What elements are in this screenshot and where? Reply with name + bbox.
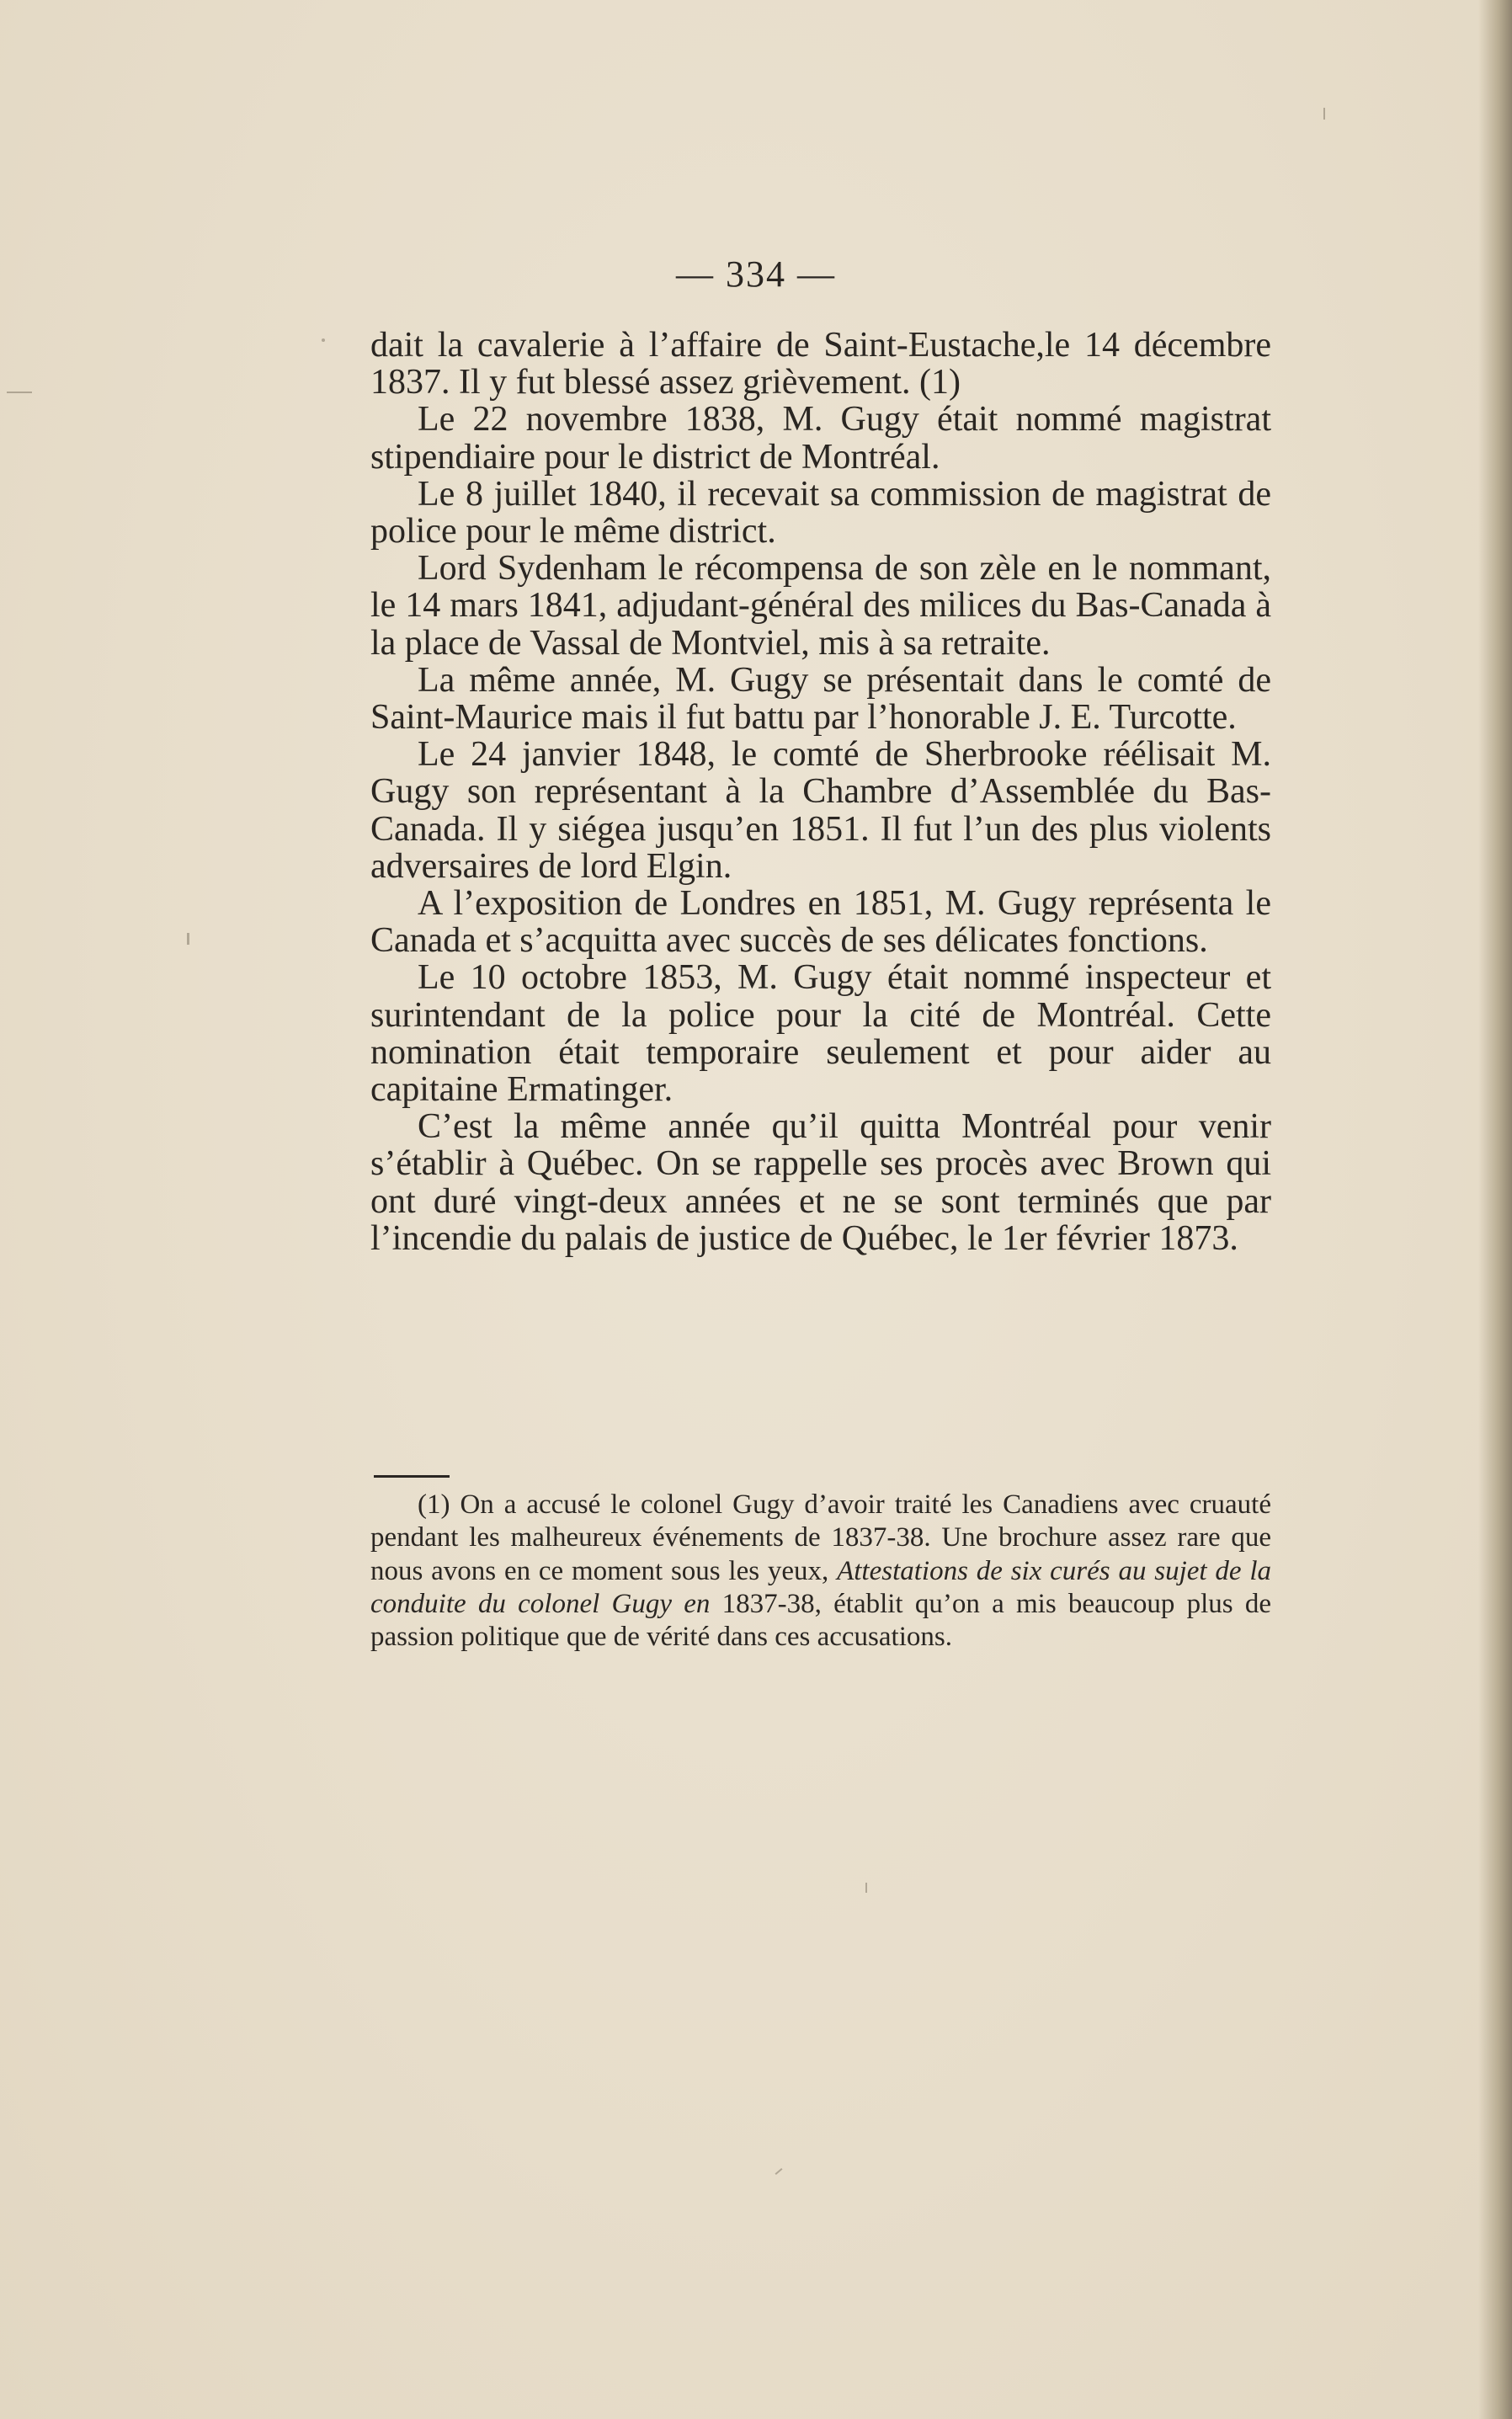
paragraph: Lord Sydenham le récompensa de son zèle en le nommant, le 14 mars 1841, adjudant-général des milices du Bas-Canada à la place de Vassal de Montviel, mis à sa retraite.: [370, 549, 1271, 663]
paper-speck: [187, 933, 189, 945]
paragraph: Le 24 janvier 1848, le comté de Sherbrooke réélisait M. Gugy son représentant à la Chambre d’Assemblée du Bas-Canada. Il y siégea jusqu’en 1851. Il fut l’un des plus violents adversaires de lord Elgin.: [370, 735, 1271, 886]
paper-speck: [322, 338, 325, 342]
footnote-marker: (1): [418, 1489, 450, 1520]
paragraph: La même année, M. Gugy se présentait dans le comté de Saint-Maurice mais il fut battu par l’honorable J. E. Turcotte.: [370, 660, 1271, 738]
footnote-text-before: On a accusé le colonel Gugy d’avoir traité les Canadiens avec cruauté pendant les malheureux événements de 1837-38. Une brochure assez rare que nous avons en ce moment sous les yeux,: [370, 1489, 1271, 1586]
footnote-text-after: 1837-38, établit qu’on a mis beaucoup plus de passion politique que de vérité dans ces accusations.: [370, 1588, 1272, 1653]
paragraph: Le 10 octobre 1853, M. Gugy était nommé inspecteur et surintendant de la police pour la cité de Montréal. Cette nomination était temporaire seulement et pour aider au capitaine Ermatinger.: [370, 958, 1271, 1110]
paragraph: A l’exposition de Londres en 1851, M. Gugy représenta le Canada et s’acquitta avec succès de ses délicates fonctions.: [370, 884, 1271, 961]
page-edge-shadow: [1478, 0, 1512, 2419]
footnote-divider: [374, 1475, 450, 1478]
paragraph: Le 8 juillet 1840, il recevait sa commission de magistrat de police pour le même district.: [370, 474, 1271, 551]
body-text: [370, 327, 1271, 1257]
page-number: — 334 —: [676, 253, 836, 295]
paragraph: Le 22 novembre 1838, M. Gugy était nommé magistrat stipendiaire pour le district de Montréal.: [370, 400, 1271, 477]
paper-speck: [1323, 108, 1325, 120]
paper-speck: [775, 2168, 783, 2175]
paper-speck: [865, 1883, 867, 1893]
paragraph-continued: dait la cavalerie à l’affaire de Saint-Eustache,le 14 décembre 1837. Il y fut blessé assez grièvement. (1): [370, 326, 1271, 402]
footnote: [370, 1489, 1271, 1654]
footnote-italic-title: Attestations de six curés au sujet de la conduite du colonel Gugy en: [370, 1555, 1271, 1619]
paragraph: C’est la même année qu’il quitta Montréal pour venir s’établir à Québec. On se rappelle ses procès avec Brown qui ont duré vingt-deux années et ne se sont terminés que par l’incendie du palais de justice de Québec, le 1er février 1873.: [370, 1107, 1271, 1258]
paper-speck: [7, 392, 32, 393]
